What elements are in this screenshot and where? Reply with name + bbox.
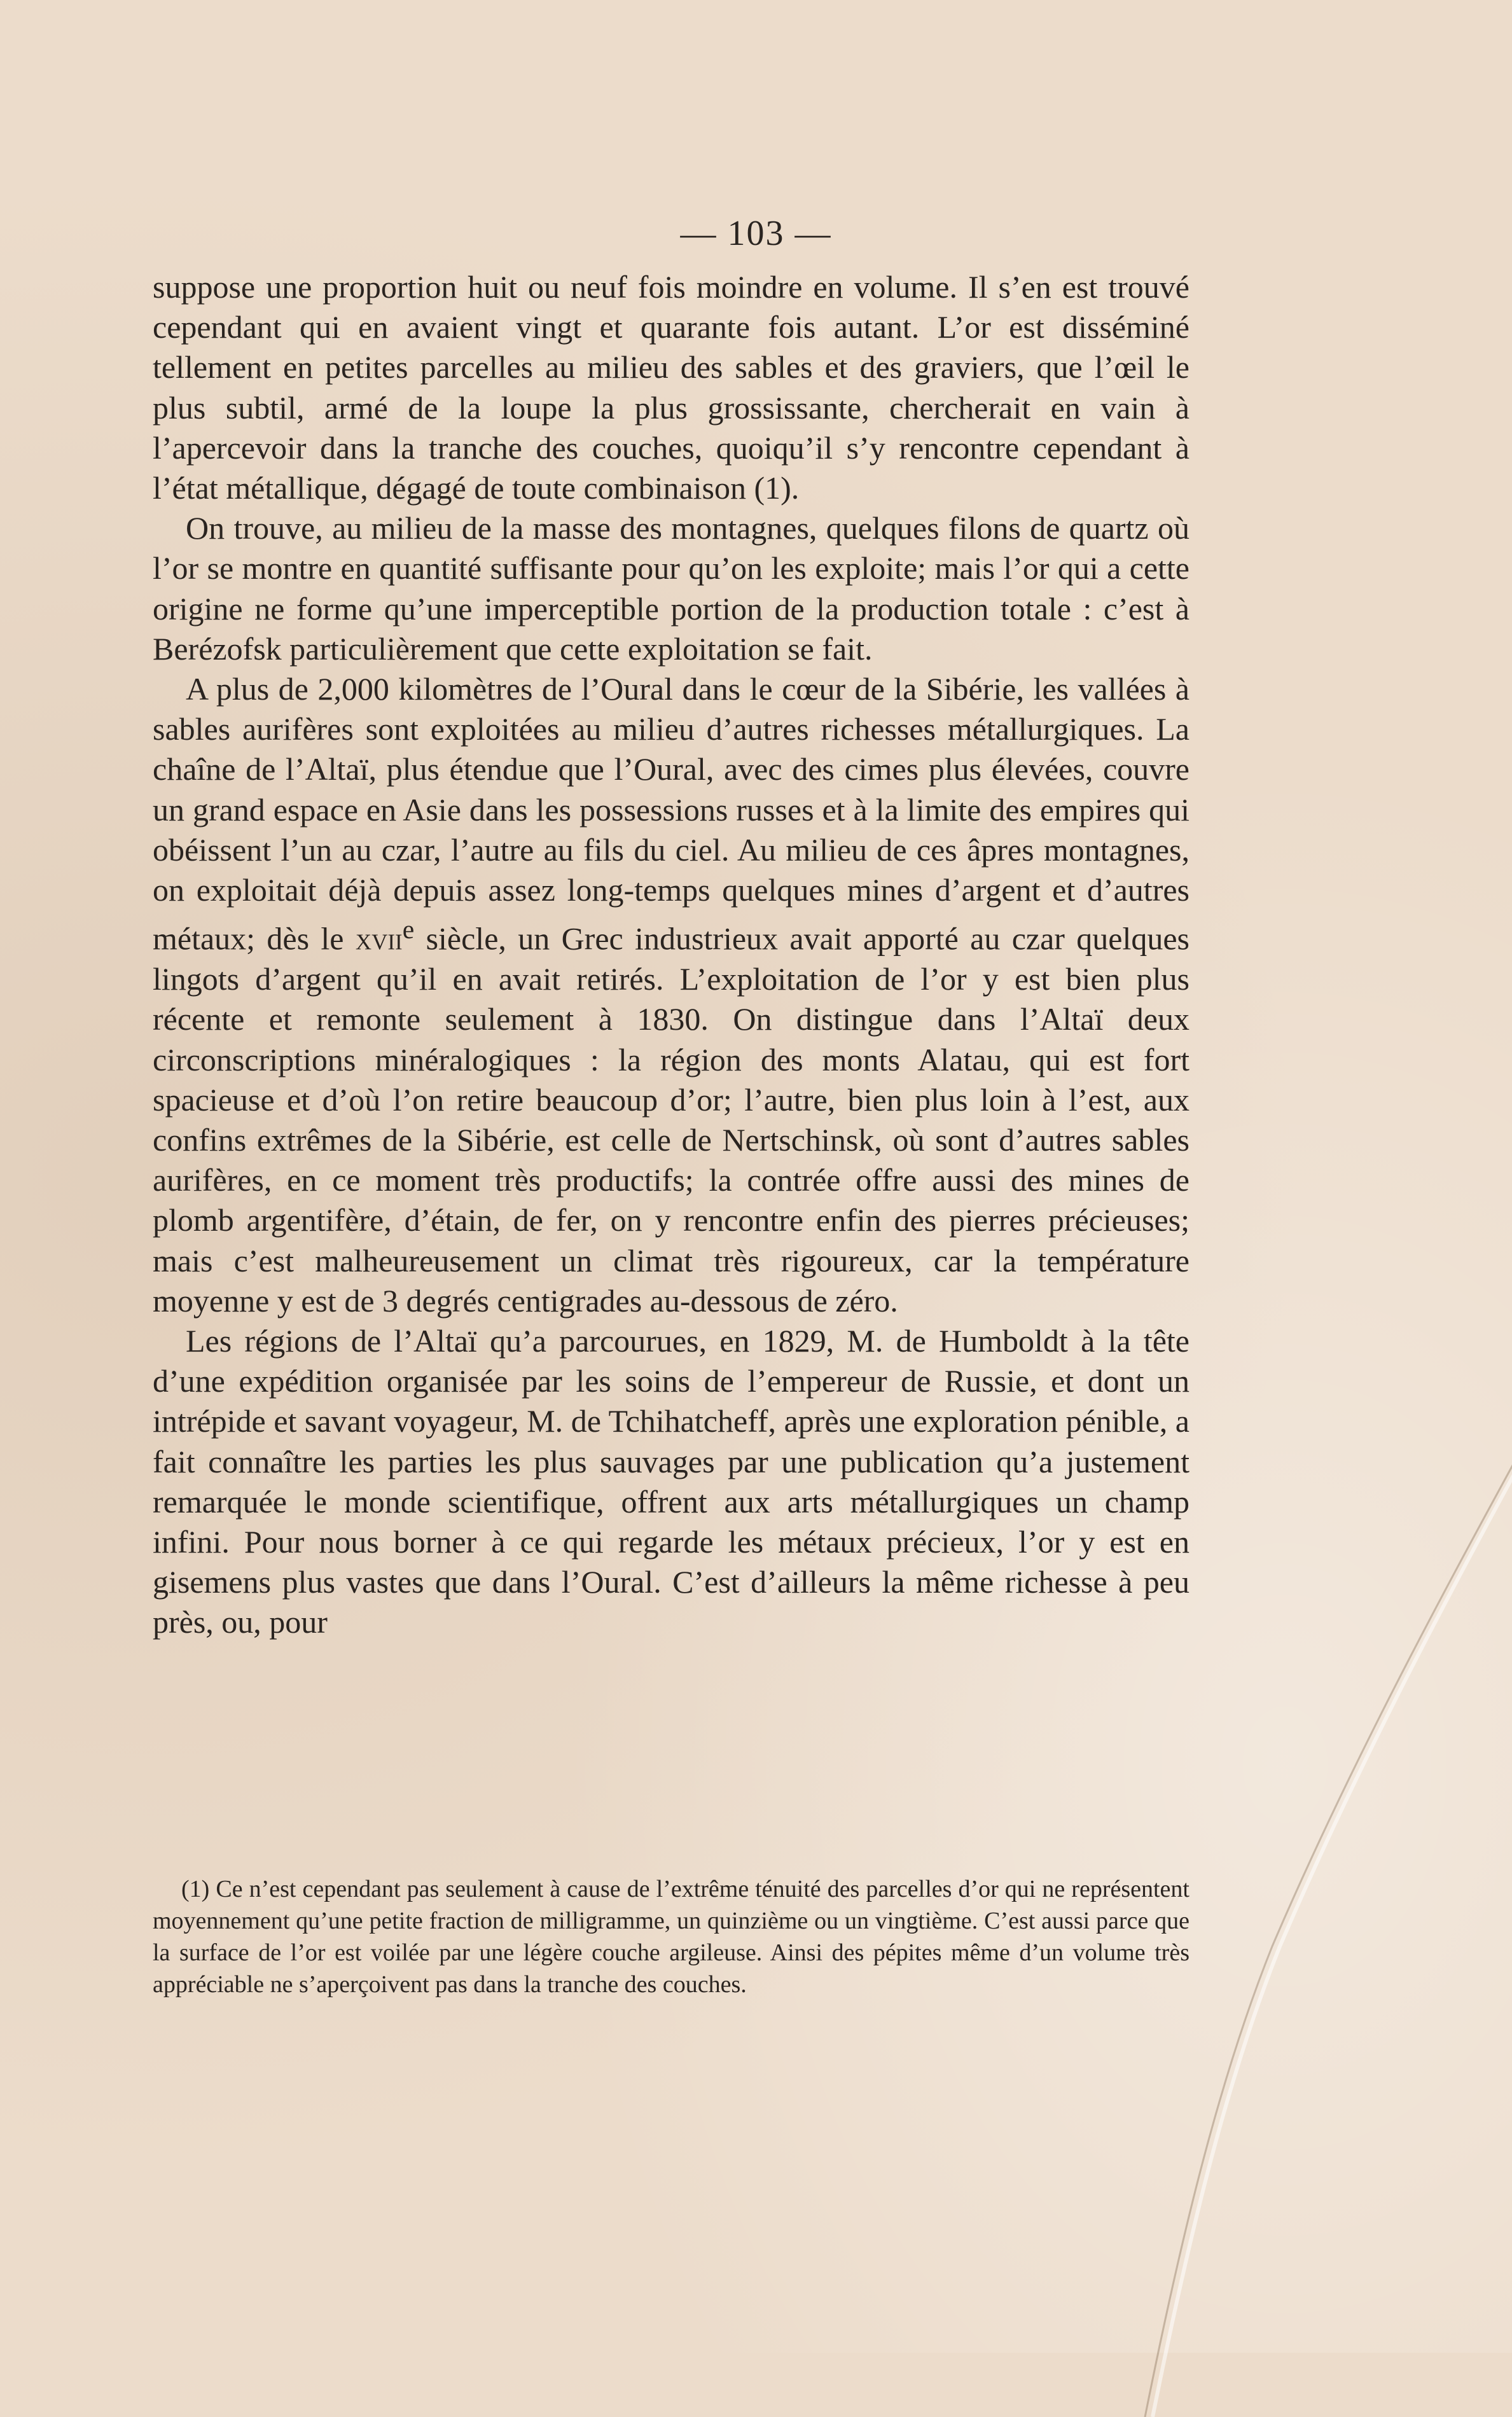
paragraph-1: suppose une proportion huit ou neuf fois moindre en volume. Il s’en est trouvé cependant qui en avaient vingt et quarante fois autant. L’or est disséminé tellement en petites parcelles au milieu des sables et des graviers, que l’œil le plus subtil, armé de la loupe la plus grossissante, chercherait en vain à l’apercevoir dans la tranche des couches, quoiqu’il s’y rencontre cependant à l’état métallique, dégagé de toute combinaison (1). (153, 269, 1189, 506)
main-text (153, 267, 1189, 1643)
paragraph-3-rest: siècle, un Grec industrieux avait apporté au czar quelques lingots d’argent qu’il en avait retirés. L’exploitation de l’or y est bien plus récente et remonte seulement à 1830. On distingue dans l’Altaï deux circonscriptions minéralogiques : la région des monts Alatau, qui est fort spacieuse et d’où l’on retire beaucoup d’or; l’autre, bien plus loin à l’est, aux confins extrêmes de la Sibérie, est celle de Nertschinsk, où sont d’autres sables aurifères, en ce moment très productifs; la contrée offre aussi des mines de plomb argentifère, d’étain, de fer, on y rencontre enfin des pierres précieuses; mais c’est malheureusement un climat très rigoureux, car la température moyenne y est de 3 degrés centigrades au-dessous de zéro. (153, 920, 1190, 1319)
paragraph-4: Les régions de l’Altaï qu’a parcourues, en 1829, M. de Humboldt à la tête d’une expédition organisée par les soins de l’empereur de Russie, et dont un intrépide et savant voyageur, M. de Tchihatcheff, après une exploration pénible, a fait connaître les parties les plus sauvages par une publication qu’a justement remarquée le monde scientifique, offrent aux arts métallurgiques un champ infini. Pour nous borner à ce qui regarde les métaux précieux, l’or y est en gisemens plus vastes que dans l’Oural. C’est d’ailleurs la même richesse à peu près, ou, pour (153, 1322, 1189, 1640)
page-number: — 103 — (680, 214, 832, 253)
century-superscript: e (402, 915, 415, 945)
century-numeral: xvii (355, 920, 403, 957)
paragraph-3-start: A plus de 2,000 kilomètres de l’Oural dans le cœur de la Sibérie, les vallées à sables aurifères sont exploitées au milieu d’autres richesses métallurgiques. La chaîne de l’Altaï, plus étendue que l’Oural, avec des cimes plus élevées, couvre un grand espace en Asie dans les possessions russes et à la limite des empires qui obéissent l’un au czar, l’autre au fils du ciel. Au milieu de ces âpres montagnes, on exploitait déjà depuis assez long-temps quelques mines d’argent et d’autres métaux; dès le (153, 671, 1189, 957)
paragraph-2: On trouve, au milieu de la masse des montagnes, quelques filons de quartz où l’or se montre en quantité suffisante pour qu’on les exploite; mais l’or qui a cette origine ne forme qu’une imperceptible portion de la production totale : c’est à Berézofsk particulièrement que cette exploitation se fait. (153, 510, 1189, 667)
footnote-1: (1) Ce n’est cependant pas seulement à cause de l’extrême ténuité des parcelles d’or qui ne représentent moyennement qu’une petite fraction de milligramme, un quinzième ou un vingtième. C’est aussi parce que la surface de l’or est voilée par une légère couche argileuse. Ainsi des pépites même d’un volume très appréciable ne s’aperçoivent pas dans la tranche des couches. (153, 1876, 1189, 1998)
footnotes (153, 1873, 1189, 2000)
paragraph-3 (153, 669, 1189, 1321)
